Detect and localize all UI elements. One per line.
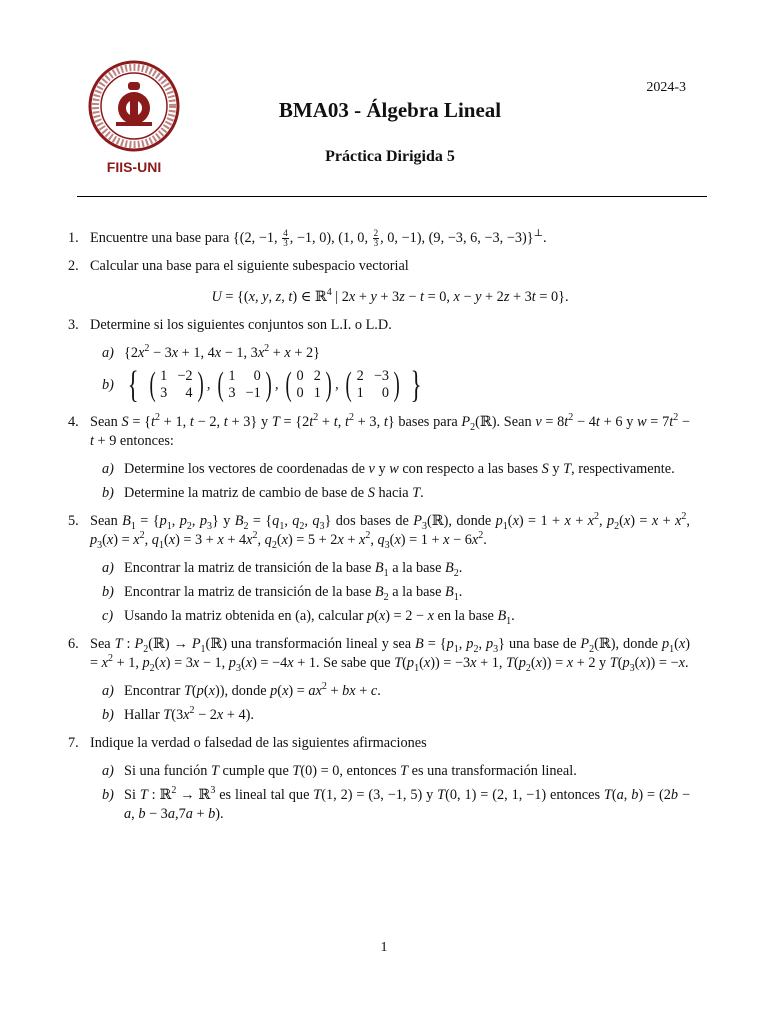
subitem-a: a) Determine los vectores de coordenadas de v y w con respecto a las bases S y T, respectivamente. [102,461,675,478]
term-label: 2024-3 [646,80,686,95]
matrix-2: ( 1 0 3 −1 ) [217,366,272,404]
problem-number: 7. [68,735,79,752]
problem-number: 2. [68,258,79,275]
header-divider [77,196,707,197]
problem-number: 1. [68,230,79,246]
problem-list [68,229,690,833]
subitem-b: b) Hallar $T(3x^2 - 2x + 4)$. [102,705,254,724]
problem-number: 3. [68,317,79,334]
problem-statement: Calcular una base para el siguiente subespacio vectorial [90,258,409,275]
matrix-1: ( 1 −2 3 4 ) [149,366,204,404]
subitem-b: b) Determine la matriz de cambio de base de S hacia T. [102,485,424,502]
subitem-b: b) { ( 1 −2 3 4 ) , ( 1 0 3 −1 ) , ( 0 2 0 1 ) , ( 2 −3 1 0 ) } [102,364,422,407]
problem-statement: Indique la verdad o falsedad de las siguientes afirmaciones [90,735,427,752]
problem-3 [68,316,690,407]
page-number: 1 [380,940,388,955]
problem-1: 1. Encuentre una base para {(2, −1, $\frac{4}{3}$ , −1, 0), (1, 0, $\frac{2}{3}$ , 0, −1), (9, −3, 6, −3, −3)}⊥. [68,228,547,249]
problem-6: 6. Sea T : $P_2(ℝ)$ → $P_1(ℝ)$ una transformación lineal y sea $B = \{p_1$, $p_2$, $p_3$} una base de $P_2(ℝ)$, donde $p_1(x) = x^2 + 1$, $p_2(x) = 3x - 1$, $p_3(x) = -4x + 1$. Se sabe que $T(p_1(x)) = -3x + 1$, $T(p_2(x)) = x + 2$ y $T(p_3(x)) = -x$. a) Encontrar T(p(x)), donde $p(x) = ax^2$ + bx + c. b) Hallar $T(3x^2 - 2x + 4)$. [68,636,690,724]
problem-statement: Determine si los siguientes conjuntos son L.I. o L.D. [90,317,392,334]
display-equation: U = {(x, y, z, t) ∈ ℝ$^4$ | 2x + y + 3z − t = 0, x − y + 2z + 3t = 0}. [211,287,569,306]
problem-4: 4. Sean $S = \{t^2 + 1$, t − 2, t + 3} y $T = \{2t^2 + t$, $t^2 + 3$, t} bases para $P_2(ℝ)$. Sean $v = 8t^2 - 4t + 6$ y $w = 7t^2 - t + 9$ entonces: a) Determine los vectores de coordenadas de v y w con respecto a las bases S y T, respectivamente. b) Determine la matriz de cambio de base de S hacia T. [68,412,690,502]
subitem-a: a) Encontrar la matriz de transición de la base $B_1$ a la base $B_2$. [102,560,463,580]
matrix-3: ( 0 2 0 1 ) [285,366,332,404]
subitem-c: c) Usando la matriz obtenida en (a), calcular p(x) = 2 − x en la base $B_1$. [102,608,515,628]
practice-subtitle: Práctica Dirigida 5 [325,148,455,165]
subitem-a: a) Si una función T cumple que T(0) = 0, entonces T es una transformación lineal. [102,763,577,780]
subitem-b: b) Encontrar la matriz de transición de la base $B_2$ a la base $B_1$. [102,584,463,604]
subitem-a: a) {$2x^2 - 3x + 1$, 4x − 1, $3x^2 + x + 2$} [102,343,320,362]
problem-number: 6. [68,636,79,653]
problem-5: 5. Sean $B_1 = \{p_1$, $p_2$, $p_3$} y $B_2 = \{q_1$, $q_2$, $q_3$} dos bases de $P_3(ℝ)$, donde $p_1(x) = 1 + x + x^2$, $p_2(x) = x + x^2$, $p_3(x) = x^2$, $q_1(x) = 3 + x + 4x^2$, $q_2(x) = 5 + 2x + x^2$, $q_3(x) = 1 + x - 6x^2$. a) Encontrar la matriz de transición de la base $B_1$ a la base $B_2$. b) Encontrar la matriz de transición de la base $B_2$ a la base $B_1$. c) Usando la matriz obtenida en (a), calcular p(x) = 2 − x en la base $B_1$. [68,511,690,628]
course-title: BMA03 - Álgebra Lineal [278,98,502,122]
subitem-b: b) Si T : ℝ$^2$ → ℝ$^3$ es lineal tal que T(1, 2) = (3, −1, 5) y T(0, 1) = (2, 1, −1) entonces T(a, b) = (2b − a, b − 3a,7a + b). [102,785,691,823]
problem-2 [68,257,690,307]
subitem-a: a) Encontrar T(p(x)), donde $p(x) = ax^2$ + bx + c. [102,681,381,700]
problem-number: 4. [68,414,79,431]
matrix-4: ( 2 −3 1 0 ) [345,366,400,404]
problem-7 [68,734,690,824]
problem-number: 5. [68,513,79,530]
svg-text:FIIS-UNI: FIIS-UNI [106,159,162,175]
